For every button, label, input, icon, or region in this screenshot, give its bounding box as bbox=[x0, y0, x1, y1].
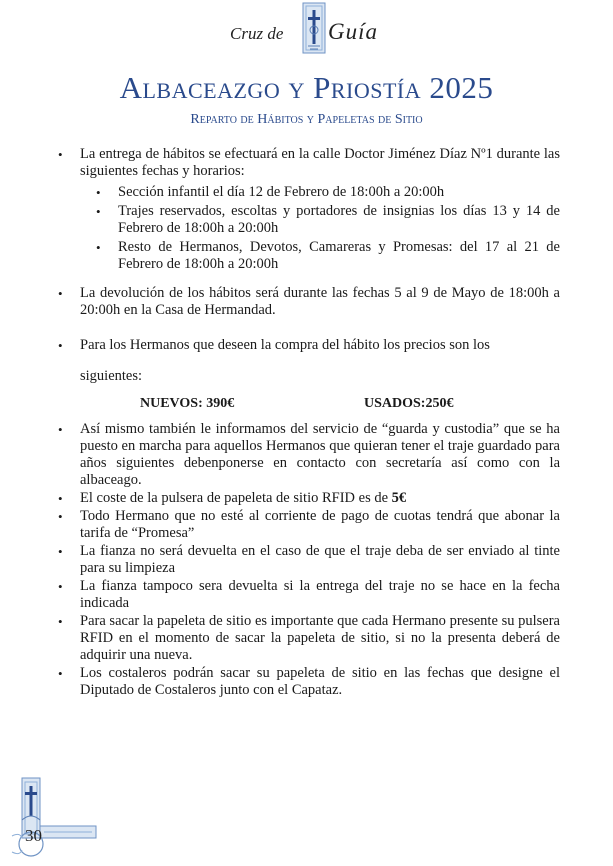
list-item-cuotas: • Todo Hermano que no esté al corriente de pago de cuotas tendrá que abonar la tarifa de “Promesa” bbox=[56, 508, 560, 542]
price-row bbox=[56, 395, 560, 415]
list-item-compra: • Para los Hermanos que deseen la compra del hábito los precios son los bbox=[56, 337, 560, 354]
logo-text-guia: Guía bbox=[328, 19, 378, 44]
list-item-rfid: • Para sacar la papeleta de sitio es importante que cada Hermano presente su pulsera RFID en el momento de sacar la papeleta de sitio, si no la presenta deberá de adquirir una nueva. bbox=[56, 613, 560, 664]
list-item-guarda: • Así mismo también le informamos del servicio de “guarda y custodia” que se ha puesto en marcha para aquellos Hermanos que quieran tener el traje guardado para años siguientes debenponerse en contacto con secretaría así como con la albaceago. bbox=[56, 421, 560, 489]
list-item-schedule: • Resto de Hermanos, Devotos, Camareras y Promesas: del 17 al 21 de Febrero de 18:00h a 20:00h bbox=[80, 239, 560, 273]
list-item-entrega bbox=[56, 146, 560, 273]
list-item-devolucion: • La devolución de los hábitos será durante las fechas 5 al 9 de Mayo de 18:00h a 20:00h en la Casa de Hermandad. bbox=[56, 285, 560, 319]
corner-ornament-icon bbox=[10, 776, 100, 858]
schedule-list bbox=[80, 184, 560, 273]
pulsera-price: 5€ bbox=[391, 490, 407, 506]
price-used: USADOS:250€ bbox=[364, 396, 454, 411]
bullet-list-secondary bbox=[56, 421, 560, 699]
list-item-schedule: • Sección infantil el día 12 de Febrero de 18:00h a 20:00h bbox=[80, 184, 560, 201]
page-subtitle: Reparto de Hábitos y Papeletas de Sitio bbox=[190, 112, 423, 127]
compra-continuation: siguientes: bbox=[80, 368, 143, 384]
list-item-pulsera bbox=[56, 490, 560, 507]
cross-emblem-icon bbox=[302, 2, 326, 54]
bullet-list-main bbox=[56, 146, 560, 354]
list-item-fianza-tinte: • La fianza no será devuelta en el caso de que el traje deba de ser enviado al tinte para su limpieza bbox=[56, 543, 560, 577]
list-item-costaleros: • Los costaleros podrán sacar su papeleta de sitio en las fechas que designe el Diputado de Costaleros junto con el Capataz. bbox=[56, 665, 560, 699]
list-item-schedule: • Trajes reservados, escoltas y portadores de insignias los días 13 y 14 de Febrero de 18:00h a 20:00h bbox=[80, 203, 560, 237]
pulsera-text: El coste de la pulsera de papeleta de sitio RFID es de bbox=[80, 490, 392, 506]
entrega-text: La entrega de hábitos se efectuará en la calle Doctor Jiménez Díaz Nº1 durante las siguientes fechas y horarios: bbox=[80, 146, 560, 179]
price-new: NUEVOS: 390€ bbox=[140, 396, 235, 411]
page-title: Albaceazgo y Priostía 2025 bbox=[119, 70, 494, 105]
main-content bbox=[56, 146, 560, 700]
list-item-fianza-fecha: • La fianza tampoco sera devuelta si la entrega del traje no se hace en la fecha indicada bbox=[56, 578, 560, 612]
brand-logo bbox=[222, 2, 392, 58]
page-number: 30 bbox=[25, 826, 42, 845]
logo-text-cruz-de: Cruz de bbox=[230, 24, 284, 43]
